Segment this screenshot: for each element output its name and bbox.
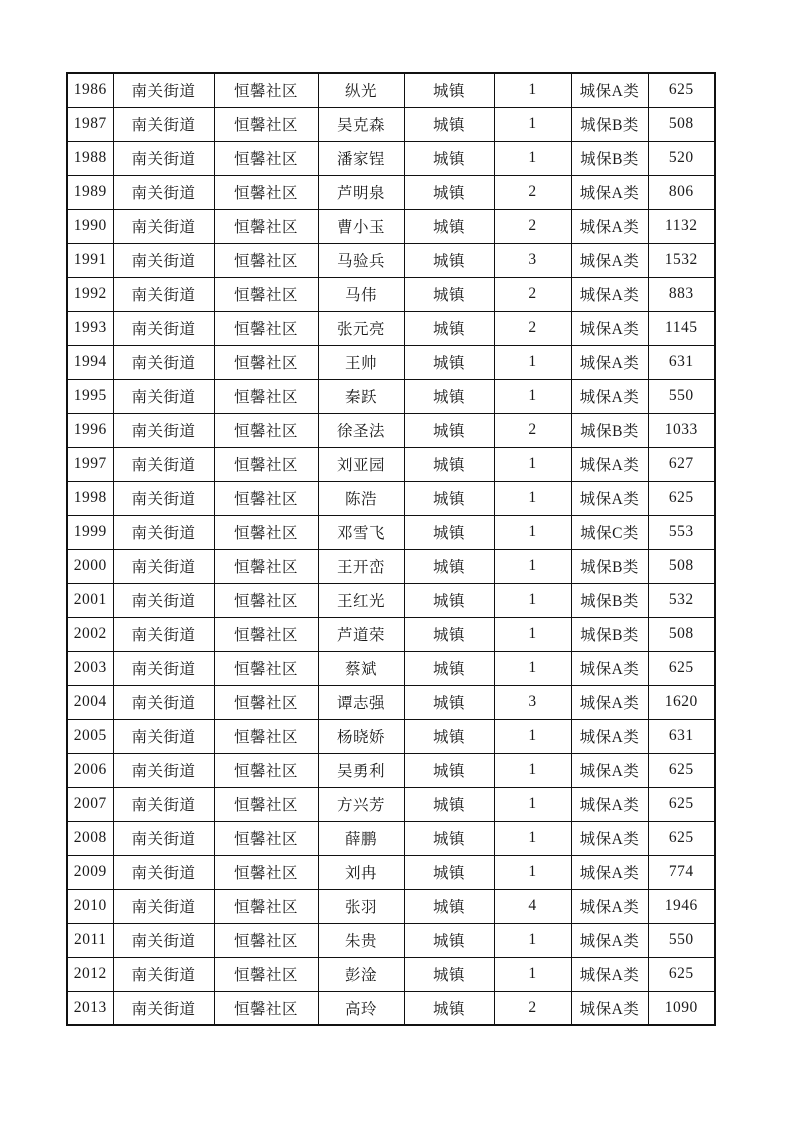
table-cell-insurance_category: 城保A类 [571,991,648,1025]
table-cell-amount: 625 [648,651,715,685]
table-cell-person_name: 薛鹏 [318,821,404,855]
table-cell-person_name: 方兴芳 [318,787,404,821]
table-cell-area_type: 城镇 [404,345,494,379]
table-cell-person_count: 4 [494,889,571,923]
table-cell-person_count: 1 [494,821,571,855]
table-cell-street: 南关街道 [113,311,214,345]
table-cell-row_index: 1987 [67,107,113,141]
table-cell-community: 恒馨社区 [214,923,318,957]
table-cell-insurance_category: 城保A类 [571,821,648,855]
table-cell-person_name: 陈浩 [318,481,404,515]
table-cell-community: 恒馨社区 [214,753,318,787]
table-cell-area_type: 城镇 [404,685,494,719]
table-cell-amount: 1620 [648,685,715,719]
table-cell-area_type: 城镇 [404,379,494,413]
table-cell-row_index: 2010 [67,889,113,923]
table-cell-person_count: 2 [494,413,571,447]
table-row [67,107,715,141]
table-cell-street: 南关街道 [113,923,214,957]
table-cell-person_name: 刘亚园 [318,447,404,481]
table-cell-row_index: 2008 [67,821,113,855]
table-row [67,617,715,651]
table-cell-amount: 631 [648,719,715,753]
table-cell-person_count: 3 [494,685,571,719]
table-cell-area_type: 城镇 [404,277,494,311]
table-cell-insurance_category: 城保A类 [571,651,648,685]
table-cell-community: 恒馨社区 [214,583,318,617]
table-cell-amount: 1033 [648,413,715,447]
table-cell-amount: 532 [648,583,715,617]
table-cell-person_name: 高玲 [318,991,404,1025]
table-cell-area_type: 城镇 [404,889,494,923]
table-cell-person_name: 吴克森 [318,107,404,141]
table-cell-area_type: 城镇 [404,175,494,209]
table-cell-community: 恒馨社区 [214,311,318,345]
table-cell-person_name: 蔡斌 [318,651,404,685]
table-cell-amount: 1946 [648,889,715,923]
table-cell-person_name: 张元亮 [318,311,404,345]
table-cell-person_name: 王红光 [318,583,404,617]
table-cell-community: 恒馨社区 [214,243,318,277]
table-cell-person_count: 1 [494,617,571,651]
table-cell-street: 南关街道 [113,753,214,787]
table-cell-row_index: 2000 [67,549,113,583]
table-cell-community: 恒馨社区 [214,991,318,1025]
table-cell-person_count: 1 [494,73,571,107]
table-cell-amount: 508 [648,107,715,141]
table-cell-person_name: 潘家锃 [318,141,404,175]
table-cell-community: 恒馨社区 [214,685,318,719]
table-cell-person_count: 1 [494,447,571,481]
table-cell-person_count: 1 [494,379,571,413]
table-cell-community: 恒馨社区 [214,719,318,753]
table-cell-amount: 806 [648,175,715,209]
table-cell-area_type: 城镇 [404,583,494,617]
table-cell-row_index: 2002 [67,617,113,651]
table-cell-amount: 625 [648,821,715,855]
table-cell-person_name: 王开峦 [318,549,404,583]
table-cell-row_index: 2007 [67,787,113,821]
table-cell-person_name: 马伟 [318,277,404,311]
table-cell-person_name: 刘冉 [318,855,404,889]
table-cell-street: 南关街道 [113,787,214,821]
table-cell-person_name: 邓雪飞 [318,515,404,549]
table-cell-person_name: 马验兵 [318,243,404,277]
table-cell-insurance_category: 城保A类 [571,753,648,787]
table-cell-community: 恒馨社区 [214,957,318,991]
table-cell-row_index: 1997 [67,447,113,481]
table-cell-amount: 550 [648,923,715,957]
table-cell-community: 恒馨社区 [214,855,318,889]
table-cell-person_count: 2 [494,209,571,243]
table-cell-street: 南关街道 [113,617,214,651]
table-cell-street: 南关街道 [113,719,214,753]
table-cell-amount: 625 [648,957,715,991]
table-cell-street: 南关街道 [113,107,214,141]
table-cell-row_index: 2001 [67,583,113,617]
table-cell-insurance_category: 城保A类 [571,957,648,991]
table-cell-person_name: 吴勇利 [318,753,404,787]
table-cell-community: 恒馨社区 [214,821,318,855]
table-cell-street: 南关街道 [113,685,214,719]
table-cell-community: 恒馨社区 [214,549,318,583]
table-cell-insurance_category: 城保B类 [571,549,648,583]
table-cell-amount: 625 [648,787,715,821]
table-cell-row_index: 1988 [67,141,113,175]
table-row [67,413,715,447]
table-cell-area_type: 城镇 [404,549,494,583]
table-cell-amount: 625 [648,481,715,515]
table-cell-community: 恒馨社区 [214,73,318,107]
table-cell-street: 南关街道 [113,345,214,379]
table-cell-community: 恒馨社区 [214,107,318,141]
table-row [67,73,715,107]
table-cell-community: 恒馨社区 [214,515,318,549]
table-cell-person_count: 1 [494,583,571,617]
table-cell-insurance_category: 城保B类 [571,583,648,617]
table-cell-person_count: 1 [494,651,571,685]
table-cell-area_type: 城镇 [404,821,494,855]
table-row [67,447,715,481]
table-cell-community: 恒馨社区 [214,175,318,209]
table-cell-amount: 553 [648,515,715,549]
table-cell-row_index: 1999 [67,515,113,549]
table-cell-insurance_category: 城保A类 [571,243,648,277]
table-row [67,753,715,787]
table-row [67,549,715,583]
table-cell-amount: 774 [648,855,715,889]
table-cell-person_count: 1 [494,345,571,379]
table-cell-community: 恒馨社区 [214,651,318,685]
table-cell-community: 恒馨社区 [214,787,318,821]
table-cell-person_count: 1 [494,719,571,753]
table-cell-amount: 550 [648,379,715,413]
table-cell-amount: 627 [648,447,715,481]
table-cell-person_count: 1 [494,481,571,515]
table-cell-row_index: 2013 [67,991,113,1025]
table-cell-person_name: 芦道荣 [318,617,404,651]
table-cell-area_type: 城镇 [404,991,494,1025]
table-cell-row_index: 2003 [67,651,113,685]
table-row [67,821,715,855]
table-cell-insurance_category: 城保B类 [571,413,648,447]
table-cell-row_index: 2011 [67,923,113,957]
table-cell-person_count: 3 [494,243,571,277]
table-cell-person_name: 纵光 [318,73,404,107]
table-cell-street: 南关街道 [113,141,214,175]
table-cell-community: 恒馨社区 [214,889,318,923]
table-cell-street: 南关街道 [113,855,214,889]
table-cell-street: 南关街道 [113,447,214,481]
table-row [67,345,715,379]
table-cell-insurance_category: 城保C类 [571,515,648,549]
table-cell-person_name: 秦跃 [318,379,404,413]
table-cell-row_index: 1994 [67,345,113,379]
table-cell-area_type: 城镇 [404,651,494,685]
table-cell-street: 南关街道 [113,277,214,311]
table-row [67,481,715,515]
table-cell-area_type: 城镇 [404,515,494,549]
table-cell-area_type: 城镇 [404,141,494,175]
table-row [67,991,715,1025]
table-cell-row_index: 1986 [67,73,113,107]
table-row [67,719,715,753]
table-cell-area_type: 城镇 [404,107,494,141]
table-row [67,923,715,957]
table-cell-street: 南关街道 [113,889,214,923]
table-cell-street: 南关街道 [113,175,214,209]
table-cell-area_type: 城镇 [404,243,494,277]
table-cell-person_count: 2 [494,311,571,345]
table-row [67,787,715,821]
table-cell-insurance_category: 城保A类 [571,719,648,753]
table-cell-street: 南关街道 [113,73,214,107]
table-cell-person_count: 1 [494,753,571,787]
table-cell-amount: 883 [648,277,715,311]
table-cell-person_count: 1 [494,141,571,175]
table-cell-street: 南关街道 [113,379,214,413]
table-cell-community: 恒馨社区 [214,481,318,515]
table-cell-street: 南关街道 [113,583,214,617]
table-cell-person_count: 1 [494,549,571,583]
benefit-roster-table [66,72,716,1026]
table-cell-insurance_category: 城保B类 [571,141,648,175]
table-cell-area_type: 城镇 [404,719,494,753]
table-cell-insurance_category: 城保A类 [571,277,648,311]
table-row [67,685,715,719]
table-cell-street: 南关街道 [113,957,214,991]
table-cell-community: 恒馨社区 [214,379,318,413]
table-cell-amount: 1532 [648,243,715,277]
table-cell-amount: 1090 [648,991,715,1025]
table-cell-area_type: 城镇 [404,753,494,787]
table-cell-insurance_category: 城保B类 [571,107,648,141]
table-cell-person_count: 1 [494,923,571,957]
table-cell-person_name: 王帅 [318,345,404,379]
table-cell-street: 南关街道 [113,243,214,277]
table-row [67,515,715,549]
table-cell-area_type: 城镇 [404,855,494,889]
table-cell-insurance_category: 城保A类 [571,311,648,345]
table-row [67,311,715,345]
table-cell-person_name: 谭志强 [318,685,404,719]
table-cell-row_index: 2005 [67,719,113,753]
table-row [67,243,715,277]
table-cell-insurance_category: 城保A类 [571,209,648,243]
table-cell-area_type: 城镇 [404,73,494,107]
table-cell-person_count: 2 [494,175,571,209]
table-cell-insurance_category: 城保A类 [571,447,648,481]
table-cell-person_name: 彭淦 [318,957,404,991]
table-cell-row_index: 1991 [67,243,113,277]
table-cell-area_type: 城镇 [404,447,494,481]
table-cell-community: 恒馨社区 [214,141,318,175]
table-cell-community: 恒馨社区 [214,345,318,379]
table-cell-street: 南关街道 [113,413,214,447]
table-cell-person_name: 杨晓娇 [318,719,404,753]
table-cell-person_name: 曹小玉 [318,209,404,243]
table-cell-row_index: 1993 [67,311,113,345]
table-cell-street: 南关街道 [113,651,214,685]
table-cell-area_type: 城镇 [404,311,494,345]
table-cell-row_index: 1996 [67,413,113,447]
table-row [67,379,715,413]
table-cell-insurance_category: 城保A类 [571,481,648,515]
table-cell-insurance_category: 城保A类 [571,345,648,379]
table-cell-amount: 625 [648,73,715,107]
table-cell-area_type: 城镇 [404,787,494,821]
table-cell-person_name: 芦明泉 [318,175,404,209]
table-cell-amount: 625 [648,753,715,787]
table-row [67,889,715,923]
table-cell-area_type: 城镇 [404,923,494,957]
table-cell-area_type: 城镇 [404,209,494,243]
table-cell-person_count: 1 [494,787,571,821]
table-cell-row_index: 2012 [67,957,113,991]
table-row [67,855,715,889]
table-cell-amount: 520 [648,141,715,175]
table-row [67,141,715,175]
table-row [67,175,715,209]
table-cell-person_name: 朱贵 [318,923,404,957]
table-cell-row_index: 2006 [67,753,113,787]
table-cell-community: 恒馨社区 [214,209,318,243]
table-cell-row_index: 2009 [67,855,113,889]
table-cell-insurance_category: 城保B类 [571,617,648,651]
table-cell-person_name: 张羽 [318,889,404,923]
table-row [67,277,715,311]
table-cell-insurance_category: 城保A类 [571,787,648,821]
table-cell-person_count: 1 [494,515,571,549]
table-cell-area_type: 城镇 [404,617,494,651]
table-cell-person_count: 1 [494,957,571,991]
table-cell-person_count: 2 [494,991,571,1025]
table-cell-insurance_category: 城保A类 [571,73,648,107]
table-cell-street: 南关街道 [113,481,214,515]
table-cell-person_count: 2 [494,277,571,311]
table-cell-row_index: 1995 [67,379,113,413]
table-cell-row_index: 1992 [67,277,113,311]
table-row [67,583,715,617]
table-cell-street: 南关街道 [113,549,214,583]
table-cell-row_index: 1998 [67,481,113,515]
table-cell-street: 南关街道 [113,209,214,243]
table-cell-insurance_category: 城保A类 [571,379,648,413]
table-cell-amount: 631 [648,345,715,379]
table-cell-area_type: 城镇 [404,957,494,991]
table-cell-insurance_category: 城保A类 [571,685,648,719]
table-cell-person_count: 1 [494,855,571,889]
table-cell-amount: 508 [648,617,715,651]
table-cell-person_count: 1 [494,107,571,141]
table-cell-area_type: 城镇 [404,413,494,447]
table-row [67,651,715,685]
table-cell-street: 南关街道 [113,821,214,855]
table-cell-community: 恒馨社区 [214,447,318,481]
table-cell-insurance_category: 城保A类 [571,175,648,209]
table-cell-insurance_category: 城保A类 [571,889,648,923]
table-cell-person_name: 徐圣法 [318,413,404,447]
table-cell-community: 恒馨社区 [214,277,318,311]
table-cell-row_index: 1990 [67,209,113,243]
table-cell-community: 恒馨社区 [214,617,318,651]
table-body [67,73,715,1025]
table-row [67,957,715,991]
table-cell-insurance_category: 城保A类 [571,855,648,889]
table-cell-insurance_category: 城保A类 [571,923,648,957]
table-cell-amount: 1145 [648,311,715,345]
table-cell-amount: 508 [648,549,715,583]
table-cell-area_type: 城镇 [404,481,494,515]
table-cell-row_index: 2004 [67,685,113,719]
table-cell-amount: 1132 [648,209,715,243]
table-row [67,209,715,243]
table-cell-street: 南关街道 [113,991,214,1025]
table-cell-street: 南关街道 [113,515,214,549]
table-cell-community: 恒馨社区 [214,413,318,447]
table-cell-row_index: 1989 [67,175,113,209]
